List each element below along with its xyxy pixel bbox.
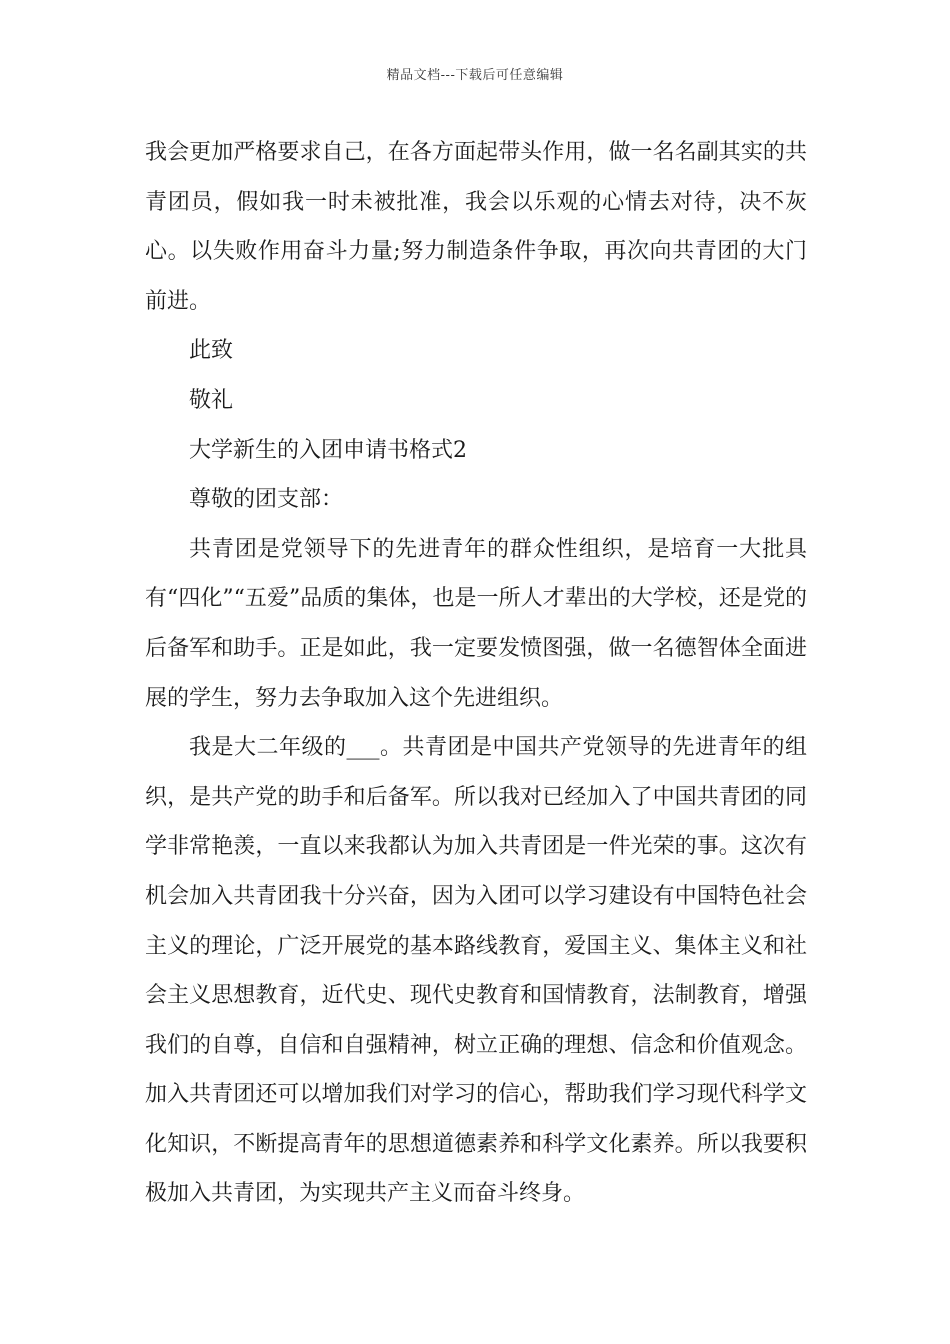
- closing-regards: 敬礼: [189, 387, 234, 413]
- paragraph-body: 我是大二年级的___。共青团是中国共产党领导的先进青年的组织，是共产党的助手和后备军。所以我对已经加入了中国共青团的同学非常艳羡，一直以来我都认为加入共青团是一件光荣的事。这次有机会加入共青团我十分兴奋，因为入团可以学习建设有中国特色社会主义的理论，广泛开展党的基本路线教育，爱国主义、集体主义和社会主义思想教育，近代史、现代史教育和国情教育，法制教育，增强我们的自尊，自信和自强精神，树立正确的理想、信念和价值观念。加入共青团还可以增加我们对学习的信心，帮助我们学习现代科学文化知识，不断提高青年的思想道德素养和科学文化素养。所以我要积极加入共青团，为实现共产主义而奋斗终身。: [145, 735, 807, 1207]
- closing-salutation: 此致: [189, 338, 234, 364]
- document-body: [145, 128, 807, 1219]
- page-header: 精品文档---下载后可任意编辑: [386, 68, 564, 83]
- paragraph-continuation: 我会更加严格要求自己，在各方面起带头作用，做一名名副其实的共青团员，假如我一时未被批准，我会以乐观的心情去对待，决不灰心。以失败作用奋斗力量;努力制造条件争取，再次向共青团的大门前进。: [145, 140, 807, 314]
- section-title: 大学新生的入团申请书格式2: [189, 437, 467, 463]
- letter-greeting: 尊敬的团支部：: [189, 487, 344, 513]
- paragraph-intro: 共青团是党领导下的先进青年的群众性组织，是培育一大批具有“四化”“五爱”品质的集体，也是一所人才辈出的大学校，还是党的后备军和助手。正是如此，我一定要发愤图强，做一名德智体全面进展的学生，努力去争取加入这个先进组织。: [145, 536, 807, 711]
